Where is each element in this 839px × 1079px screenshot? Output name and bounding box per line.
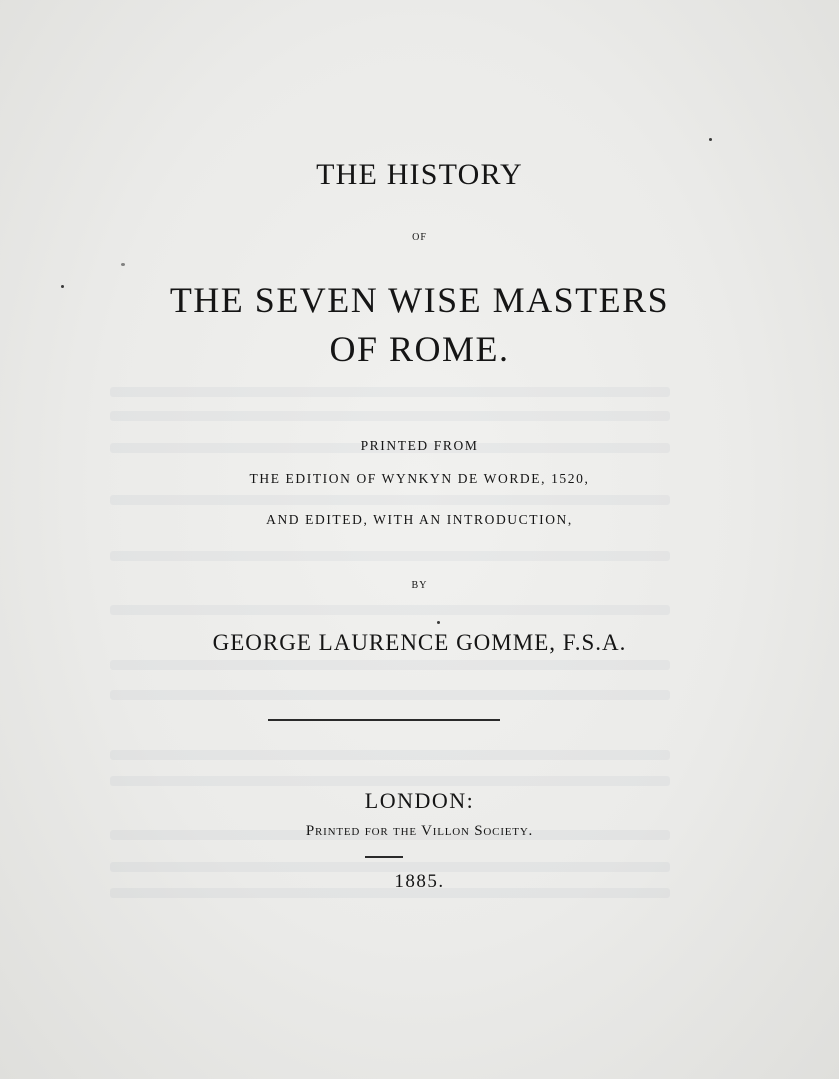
connector-of: OF: [412, 232, 427, 243]
title-line-2: OF ROME.: [329, 329, 510, 369]
bleed-through-line: [110, 605, 670, 615]
page-speck: [437, 621, 440, 624]
printer-line: Printed for the Villon Society.: [305, 823, 534, 839]
publication-place: LONDON:: [364, 788, 475, 813]
bleed-through-line: [110, 660, 670, 670]
bleed-through-line: [110, 495, 670, 505]
by-line: BY: [411, 580, 428, 591]
bleed-through-line: [110, 750, 670, 760]
title-line-1: THE SEVEN WISE MASTERS: [169, 280, 670, 320]
bleed-through-line: [110, 776, 670, 786]
bleed-through-line: [110, 411, 670, 421]
heading: THE HISTORY: [316, 158, 523, 191]
bleed-through-line: [110, 387, 670, 397]
publication-year: 1885.: [394, 871, 445, 892]
short-divider-rule: [365, 856, 403, 858]
page-speck: [121, 263, 125, 266]
author-name: GEORGE LAURENCE GOMME, F.S.A.: [212, 630, 627, 655]
edition-line: THE EDITION OF WYNKYN DE WORDE, 1520,: [249, 471, 590, 486]
bleed-through-line: [110, 551, 670, 561]
printed-from-line: PRINTED FROM: [360, 438, 479, 453]
page-speck: [61, 285, 64, 288]
divider-rule: [268, 719, 500, 721]
edited-line: AND EDITED, WITH AN INTRODUCTION,: [266, 512, 573, 527]
page-speck: [709, 138, 712, 141]
bleed-through-line: [110, 690, 670, 700]
